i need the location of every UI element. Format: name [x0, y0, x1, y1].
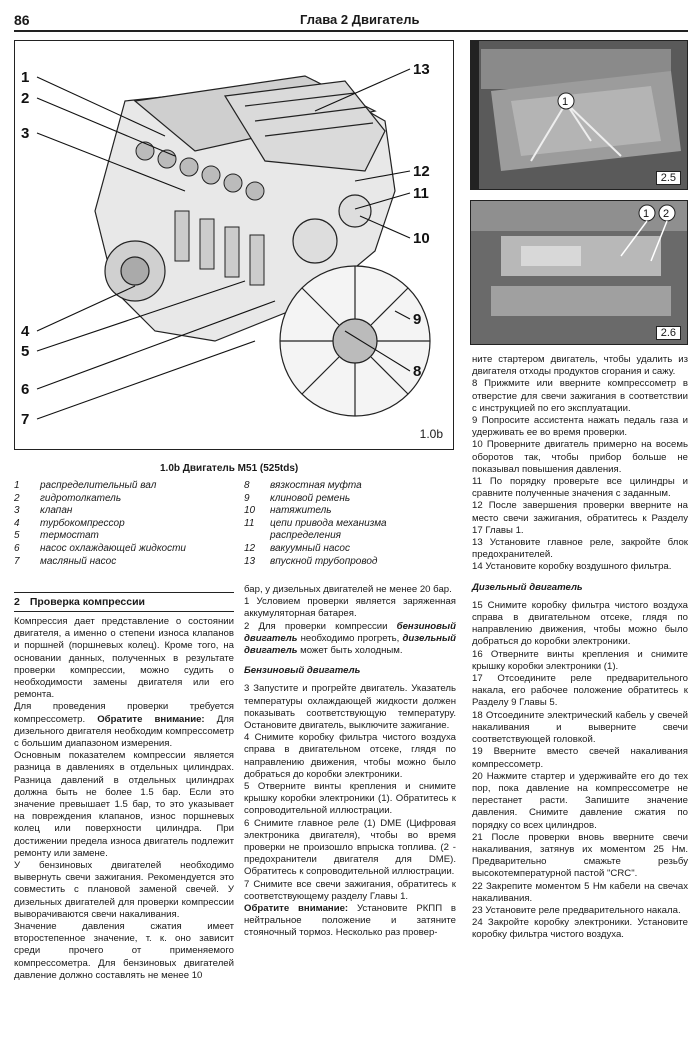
paragraph: 6 Снимите главное реле (1) DME (Цифровая электроника двигателя), чтобы во время проверки не произошло впрыска топлива. (2 - предохранители двигателя для DME). Обратитесь к сопроводительной иллюстрации.	[244, 817, 456, 878]
text-column-3	[472, 354, 688, 942]
legend-right	[244, 480, 454, 568]
page-header	[14, 10, 688, 32]
engine-figure	[14, 40, 454, 450]
paragraph: 17 Отсоедините реле предварительного накала, его рабочее положение обратитесь к Разделу 9 Главы 5.	[472, 673, 688, 709]
callout-1: 1	[21, 69, 30, 86]
paragraph: 21 После проверки вновь вверните свечи накаливания, затянув их моментом 25 Нм. Предварительно смажьте резьбу высокотемпературной пастой "CRC".	[472, 831, 688, 880]
page-number: 86	[14, 12, 30, 28]
paragraph: 5 Отверните винты крепления и снимите крышку коробки электроники (1). Обратитесь к сопроводительной иллюстрации.	[244, 781, 456, 817]
legend-item: 11 цепи привода механизма	[244, 517, 387, 529]
paragraph: Компрессия дает представление о состоянии двигателя, а именно о степени износа клапанов и поршней (поршневых колец). Кроме того, на основании данных, полученных в результате проверки компрессии, можно судить о необходимости замены двигателя или его ремонта.	[14, 616, 234, 701]
legend-item: 7 масляный насос	[14, 555, 117, 567]
paragraph: 14 Установите коробку воздушного фильтра.	[472, 561, 672, 573]
callout-10: 10	[413, 230, 430, 247]
subheading: Бензиновый двигатель	[244, 665, 361, 677]
callout-6: 6	[21, 381, 30, 398]
paragraph: Обратите внимание: Установите РКПП в нейтральное положение и затяните стояночный тормоз. Несколько раз провер-	[244, 903, 456, 939]
paragraph: ните стартером двигатель, чтобы удалить из двигателя отходы продуктов сгорания и сажу.	[472, 354, 688, 378]
callout-13: 13	[413, 61, 430, 78]
legend-item: 9 клиновой ремень	[244, 492, 351, 504]
paragraph: 16 Отверните винты крепления и снимите крышку коробки электроники (1).	[472, 648, 688, 672]
paragraph: бар, у дизельных двигателей не менее 20 бар.	[244, 584, 452, 595]
section-number: 2	[14, 596, 20, 608]
paragraph: 3 Запустите и прогрейте двигатель. Указатель температуры охлаждающей жидкости должен показывать соответствующую температуру. Остановите двигатель, выключите зажигание.	[244, 683, 456, 732]
section-title-text: Проверка компрессии	[29, 596, 146, 608]
paragraph: 20 Нажмите стартер и удерживайте его до тех пор, пока давление на компрессометре не перестанет расти. Запишите значение давления. Снимите давление сжатия по порядку со всех цилиндров.	[472, 770, 688, 831]
paragraph: 13 Установите главное реле, закройте блок предохранителей.	[472, 537, 688, 561]
callout-7: 7	[21, 411, 30, 428]
text-column-2	[244, 584, 456, 940]
paragraph: 10 Проверните двигатель примерно на восемь оборотов так, чтобы прибор больше не показывал повышения давления.	[472, 439, 688, 475]
legend-item: 2 гидротолкатель	[14, 492, 122, 504]
callout-5: 5	[21, 343, 30, 360]
paragraph: Для проведения проверки требуется компрессометр. Обратите внимание: Для дизельного двигателя необходим компрессометр с большим диапазоном измерения.	[14, 701, 234, 750]
text-column-1	[14, 616, 234, 982]
photo-2-5-image	[471, 41, 688, 190]
paragraph: 1 Условием проверки является заряженная аккумуляторная батарея.	[244, 596, 456, 620]
paragraph: У бензиновых двигателей необходимо вывернуть свечи зажигания. Рекомендуется это совместить с плановой заменой свечей. У дизельных двигателей для проверки компрессии выворачиваются свечи накаливания.	[14, 860, 234, 920]
photo-2-5	[470, 40, 688, 190]
legend-item: 4 турбокомпрессор	[14, 517, 125, 529]
legend-item: 8 вязкостная муфта	[244, 480, 362, 491]
callout-2: 2	[21, 90, 30, 107]
paragraph: 12 После завершения проверки вверните на место свечи зажигания, обратитесь к Разделу 17 Главы 1.	[472, 500, 688, 536]
legend-item: 3 клапан	[14, 505, 73, 517]
legend-item: 13 впускной трубопровод	[244, 555, 378, 567]
paragraph: Значение давления сжатия имеет второстепенное значение, т. к. оно зависит среди прочего от применяемого компрессометра. Для бензиновых двигателей давление должно составлять не менее 10	[14, 921, 234, 981]
paragraph: 8 Прижмите или вверните компрессометр в отверстие для свечи зажигания в соответствии с инструкцией по его эксплуатации.	[472, 378, 688, 414]
callout-9: 9	[413, 311, 422, 328]
photo-2-6-tag: 2.6	[656, 326, 681, 340]
legend-item: 6 насос охлаждающей жидкости	[14, 542, 186, 554]
legend-item: 5 термостат	[14, 530, 99, 542]
photo-2-6	[470, 200, 688, 345]
paragraph: 19 Вверните вместо свечей накаливания компрессометр.	[472, 746, 688, 770]
callout-12: 12	[413, 163, 430, 180]
paragraph: 4 Снимите коробку фильтра чистого воздуха справа в двигательном отсеке, глядя по направлению движения, чтобы можно было добраться до коробки электроники.	[244, 732, 456, 780]
paragraph: 11 По порядку проверьте все цилиндры и сравните полученные значения с заданным.	[472, 476, 688, 500]
paragraph: 15 Снимите коробку фильтра чистого воздуха справа в двигательном отсеке, глядя по направлению движения, чтобы можно было добраться до коробки электроники.	[472, 599, 688, 648]
photo-2-6-callout-2: 2	[663, 208, 670, 220]
legend-item: 12 вакуумный насос	[244, 542, 350, 554]
paragraph: 23 Установите реле предварительного накала.	[472, 904, 681, 916]
callout-11: 11	[413, 185, 429, 202]
paragraph: 2 Для проверки компрессии бензиновый двигатель необходимо прогреть, дизельный двигатель может быть холодным.	[244, 620, 456, 657]
callout-8: 8	[413, 363, 422, 380]
section-heading	[14, 592, 234, 612]
figure-tag: 1.0b	[419, 427, 443, 441]
paragraph: 7 Снимите все свечи зажигания, обратитесь к соответствующему разделу Главы 1.	[244, 878, 456, 902]
paragraph: 18 Отсоедините электрический кабель у свечей накаливания и выверните свечи соответствующей головкой.	[472, 709, 688, 746]
photo-2-6-image	[471, 201, 688, 345]
photo-2-6-callout-1: 1	[643, 208, 650, 220]
legend-item: 10 натяжитель	[244, 505, 332, 517]
legend-item: распределения	[270, 530, 342, 542]
photo-2-5-callout-1: 1	[562, 96, 569, 108]
paragraph: 22 Закрепите моментом 5 Нм кабели на свечах накаливания.	[472, 880, 688, 904]
paragraph: Основным показателем компрессии является разница в давлениях в отдельных цилиндрах. Разница давлений в отдельных цилиндрах должна быть не более 1.5 бар. Если это значение превышает 1.5 бар, то это указывает на повреждения клапанов, износ поршневых колец или поверхности цилиндра. При достижении предела износа двигатель подлежит ремонту или замене.	[14, 750, 234, 859]
subheading: Дизельный двигатель	[472, 581, 583, 593]
paragraph: 24 Закройте коробку электроники. Установите коробку фильтра чистого воздуха.	[472, 917, 688, 941]
figure-caption: 1.0b Двигатель M51 (525tds)	[160, 463, 299, 474]
callout-4: 4	[21, 323, 30, 340]
legend-left	[14, 480, 224, 568]
paragraph: 9 Попросите ассистента нажать педаль газа и удерживать ее во время проверки.	[472, 415, 688, 439]
legend-item: 1 распределительный вал	[14, 480, 157, 491]
photo-2-5-tag: 2.5	[656, 171, 681, 185]
chapter-title: Глава 2 Двигатель	[300, 12, 420, 27]
callout-3: 3	[21, 125, 30, 142]
engine-illustration	[15, 41, 454, 450]
